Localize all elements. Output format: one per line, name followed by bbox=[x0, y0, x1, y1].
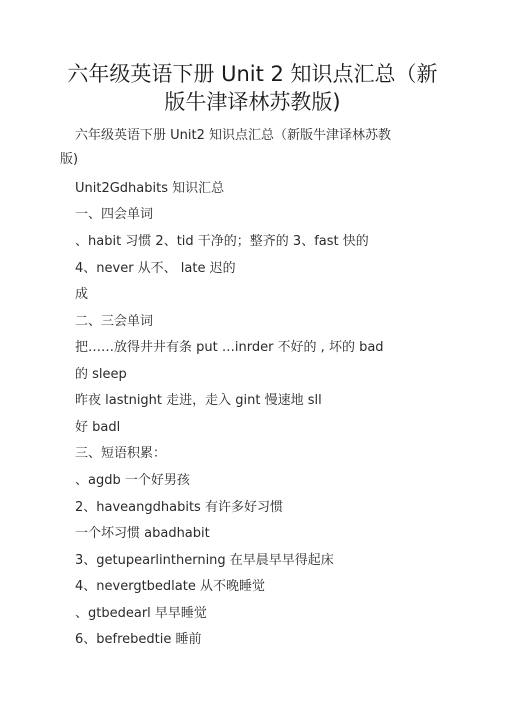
text-line: 、habit 习惯 2、tid 干净的；整齐的 3、fast 快的 bbox=[75, 234, 369, 249]
text-line: 4、never 从不、 late 迟的 bbox=[75, 261, 236, 276]
title-line-1: 六年级英语下册 Unit 2 知识点汇总（新 bbox=[67, 62, 438, 86]
section-heading-1: 一、四会单词 bbox=[75, 207, 154, 222]
list-item: 、gtbedearl 早早睡觉 bbox=[75, 606, 207, 621]
text-line: 成 bbox=[75, 287, 89, 302]
list-item: 4、nevergtbedlate 从不晚睡觉 bbox=[75, 579, 265, 594]
document-title bbox=[40, 60, 465, 116]
intro-paragraph bbox=[60, 124, 427, 172]
list-item: 2、haveangdhabits 有许多好习惯 bbox=[75, 500, 283, 515]
title-line-2: 版牛津译林苏教版) bbox=[164, 90, 341, 114]
text-line: 把……放得井井有条 put …inrder 不好的 , 坏的 bad bbox=[75, 340, 384, 355]
list-item: 、agdb 一个好男孩 bbox=[75, 473, 190, 488]
section-heading-2: 二、三会单词 bbox=[75, 314, 154, 329]
text-line: 昨夜 lastnight 走进，走入 gint 慢速地 sll bbox=[75, 393, 322, 408]
list-item: 3、getupearlintherning 在早晨早早得起床 bbox=[75, 553, 334, 568]
list-item: 一个坏习惯 abadhabit bbox=[75, 526, 210, 541]
section-heading-unit: Unit2Gdhabits 知识汇总 bbox=[75, 181, 225, 196]
text-line: 好 badl bbox=[75, 420, 121, 435]
list-item: 6、befrebedtie 睡前 bbox=[75, 632, 202, 647]
intro-line-2: 版) bbox=[60, 152, 79, 167]
intro-line-1: 六年级英语下册 Unit2 知识点汇总（新版牛津译林苏教 bbox=[75, 128, 391, 143]
section-heading-3: 三、短语积累： bbox=[75, 446, 167, 461]
text-line: 的 sleep bbox=[75, 367, 127, 382]
